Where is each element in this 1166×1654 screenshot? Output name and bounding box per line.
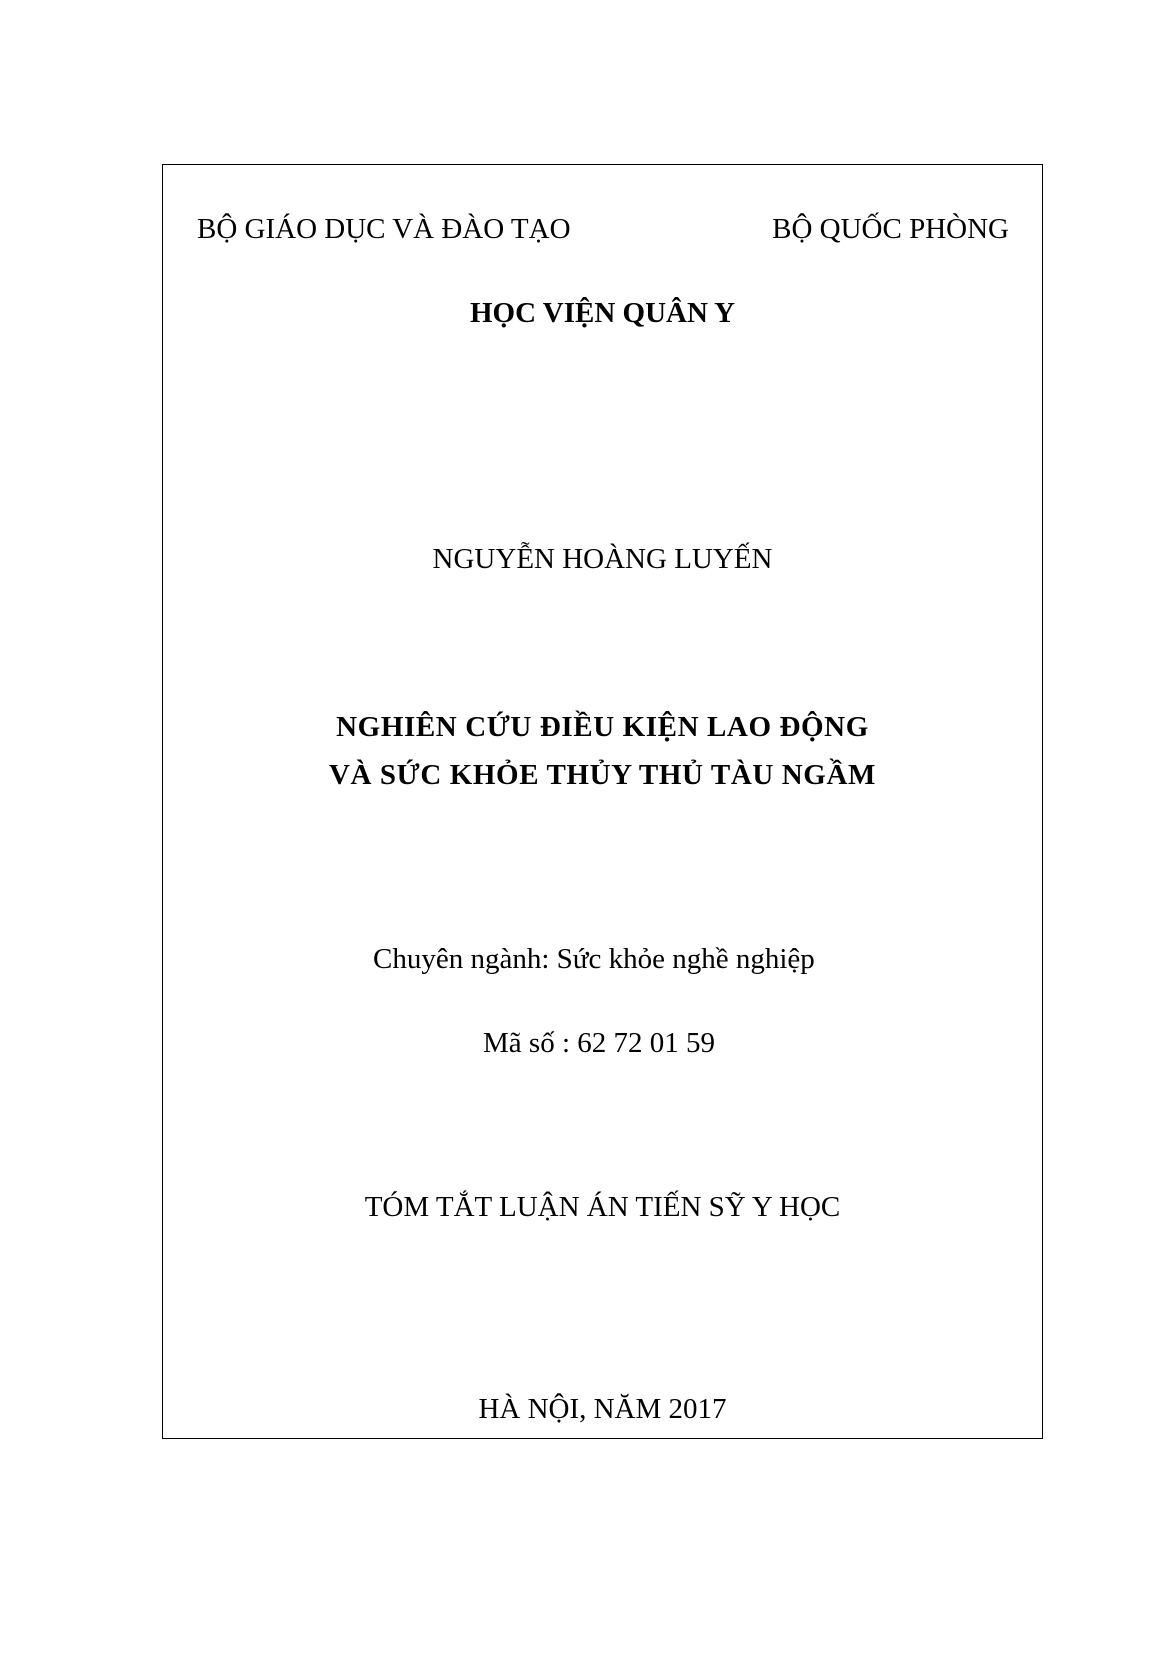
author-name: NGUYỄN HOÀNG LUYẾN bbox=[432, 543, 773, 575]
place-and-year: HÀ NỘI, NĂM 2017 bbox=[478, 1393, 727, 1425]
thesis-title-line-1: NGHIÊN CỨU ĐIỀU KIỆN LAO ĐỘNG bbox=[336, 711, 869, 743]
major-code: Mã số : 62 72 01 59 bbox=[483, 1027, 715, 1059]
major-label: Chuyên ngành: Sức khỏe nghề nghiệp bbox=[373, 943, 815, 975]
institute-name: HỌC VIỆN QUÂN Y bbox=[469, 297, 736, 329]
document-type: TÓM TẮT LUẬN ÁN TIẾN SỸ Y HỌC bbox=[364, 1191, 841, 1223]
ministry-defense-label: BỘ QUỐC PHÒNG bbox=[772, 213, 1009, 245]
cover-page-frame bbox=[162, 164, 1043, 1439]
thesis-title-line-2: VÀ SỨC KHỎE THỦY THỦ TÀU NGẦM bbox=[329, 759, 876, 791]
ministry-education-label: BỘ GIÁO DỤC VÀ ĐÀO TẠO bbox=[197, 213, 571, 245]
